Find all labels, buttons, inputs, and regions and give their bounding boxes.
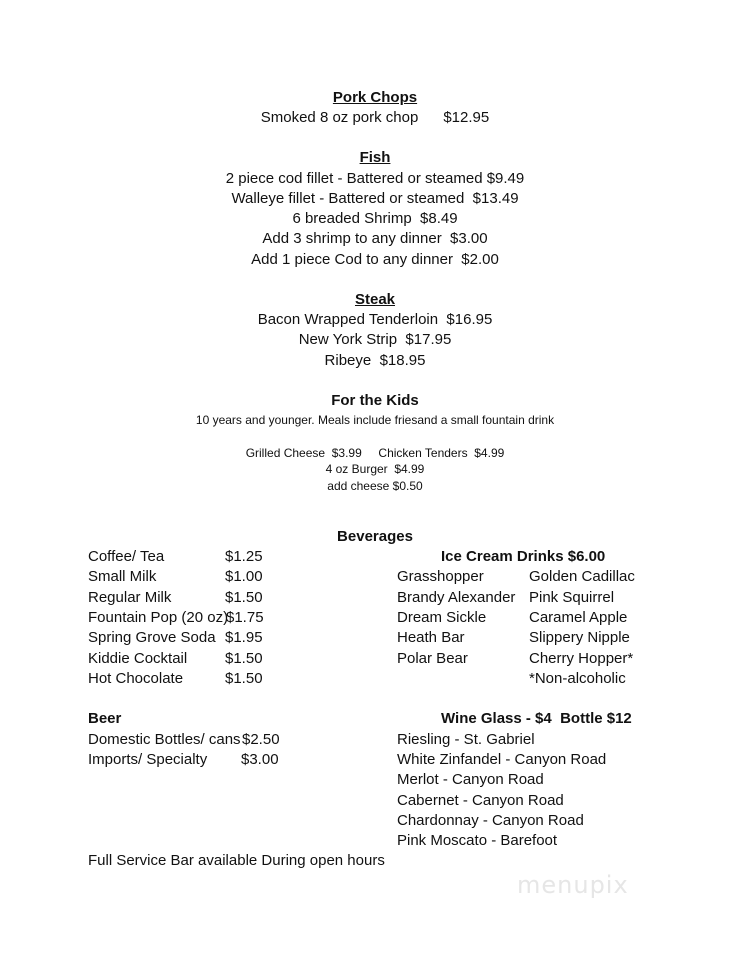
menu-item: 2 piece cod fillet - Battered or steamed $9.49 bbox=[225, 170, 525, 187]
drink-name: Fountain Pop (20 oz) bbox=[88, 609, 229, 626]
menu-item: Smoked 8 oz pork chop $12.95 bbox=[260, 109, 490, 126]
wine-item: Pink Moscato - Barefoot bbox=[397, 832, 558, 849]
drink-name: Small Milk bbox=[88, 568, 157, 585]
steak-heading: Steak bbox=[354, 291, 396, 308]
kids-heading: For the Kids bbox=[331, 392, 419, 409]
drink-price: $1.25 bbox=[225, 548, 263, 565]
fish-heading: Fish bbox=[359, 149, 391, 166]
ice-cream-item: Dream Sickle bbox=[397, 609, 487, 626]
beverages-heading: Beverages bbox=[337, 528, 413, 545]
menu-item: Ribeye $18.95 bbox=[324, 352, 426, 369]
drink-name: Coffee/ Tea bbox=[88, 548, 165, 565]
drink-name: Kiddie Cocktail bbox=[88, 650, 188, 667]
ice-cream-item: Polar Bear bbox=[397, 650, 468, 667]
drink-price: $1.50 bbox=[225, 670, 263, 687]
wine-item: Chardonnay - Canyon Road bbox=[397, 812, 584, 829]
beer-price: $3.00 bbox=[241, 751, 279, 768]
menu-item: 6 breaded Shrimp $8.49 bbox=[292, 210, 458, 227]
ice-cream-item: Cherry Hopper* bbox=[529, 650, 634, 667]
drink-name: Regular Milk bbox=[88, 589, 172, 606]
ice-cream-heading: Ice Cream Drinks $6.00 bbox=[441, 548, 606, 565]
kids-item: 4 oz Burger $4.99 bbox=[325, 462, 425, 476]
drink-price: $1.95 bbox=[225, 629, 263, 646]
wine-item: White Zinfandel - Canyon Road bbox=[397, 751, 607, 768]
ice-cream-item: Brandy Alexander bbox=[397, 589, 516, 606]
wine-item: Riesling - St. Gabriel bbox=[397, 731, 535, 748]
drink-price: $1.50 bbox=[225, 589, 263, 606]
ice-cream-item: Golden Cadillac bbox=[529, 568, 635, 585]
menu-item: New York Strip $17.95 bbox=[298, 331, 452, 348]
drink-price: $1.00 bbox=[225, 568, 263, 585]
pork-chops-heading: Pork Chops bbox=[332, 89, 418, 106]
ice-cream-item: Grasshopper bbox=[397, 568, 484, 585]
kids-note: 10 years and younger. Meals include friesand a small fountain drink bbox=[195, 413, 555, 427]
menupix-watermark: menupix bbox=[517, 871, 629, 899]
menu-item: Walleye fillet - Battered or steamed $13.49 bbox=[231, 190, 519, 207]
wine-item: Cabernet - Canyon Road bbox=[397, 792, 564, 809]
wine-item: Merlot - Canyon Road bbox=[397, 771, 544, 788]
ice-cream-item: Pink Squirrel bbox=[529, 589, 615, 606]
beer-name: Domestic Bottles/ cans bbox=[88, 731, 241, 748]
footer-note: Full Service Bar available During open hours bbox=[88, 852, 385, 869]
wine-heading: Wine Glass - $4 Bottle $12 bbox=[441, 710, 632, 727]
menu-item: Add 3 shrimp to any dinner $3.00 bbox=[262, 230, 488, 247]
kids-item: Grilled Cheese $3.99 Chicken Tenders $4.99 bbox=[245, 446, 505, 460]
drink-price: $1.75 bbox=[226, 609, 264, 626]
beer-heading: Beer bbox=[88, 710, 122, 727]
non-alcoholic-note: *Non-alcoholic bbox=[529, 670, 626, 687]
drink-name: Hot Chocolate bbox=[88, 670, 184, 687]
beer-price: $2.50 bbox=[242, 731, 280, 748]
kids-item: add cheese $0.50 bbox=[327, 479, 423, 493]
menu-item: Add 1 piece Cod to any dinner $2.00 bbox=[251, 251, 499, 268]
beer-name: Imports/ Specialty bbox=[88, 751, 208, 768]
ice-cream-item: Caramel Apple bbox=[529, 609, 628, 626]
drink-name: Spring Grove Soda bbox=[88, 629, 216, 646]
drink-price: $1.50 bbox=[225, 650, 263, 667]
menu-item: Bacon Wrapped Tenderloin $16.95 bbox=[257, 311, 493, 328]
ice-cream-item: Heath Bar bbox=[397, 629, 465, 646]
ice-cream-item: Slippery Nipple bbox=[529, 629, 630, 646]
